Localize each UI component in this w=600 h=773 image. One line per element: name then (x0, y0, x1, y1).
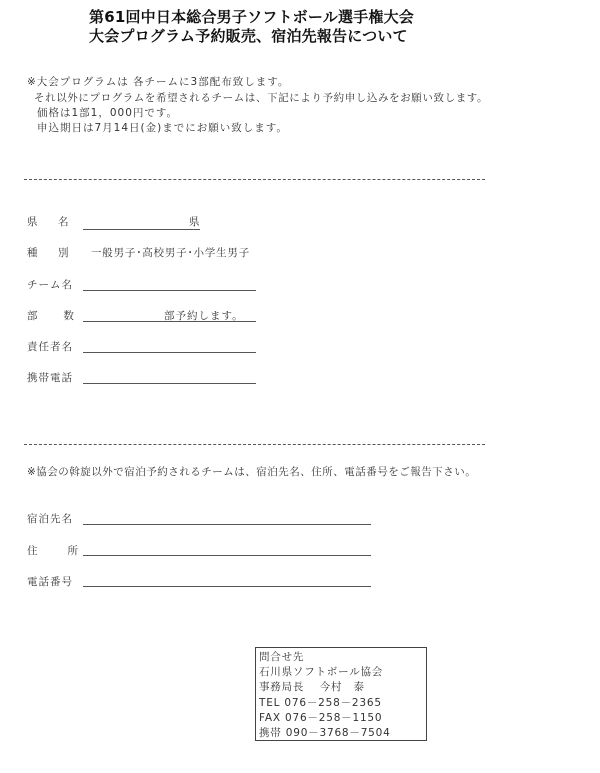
notice-line-3: 価格は1部1，000円です。 (37, 107, 179, 119)
contact-person: 事務局長 今村 泰 (259, 681, 365, 694)
phone-label: 電話番号 (27, 576, 73, 588)
contact-heading: 問合せ先 (259, 651, 305, 663)
category-options[interactable]: 一般男子･高校男子･小学生男子 (91, 247, 250, 259)
hotel-name-field[interactable] (83, 524, 371, 525)
manager-field[interactable] (83, 352, 256, 353)
copies-suffix: 部予約します。 (164, 310, 244, 322)
contact-organization: 石川県ソフトボール協会 (259, 666, 384, 679)
cut-line-1 (24, 179, 485, 180)
prefecture-field[interactable] (83, 229, 200, 230)
copies-label: 部 数 (27, 310, 78, 322)
contact-box (255, 647, 427, 741)
manager-label: 責任者名 (27, 341, 73, 353)
notice-line-4: 申込期日は7月14日(金)までにお願い致します。 (37, 122, 288, 134)
address-field[interactable] (83, 555, 371, 556)
notice-line-2: それ以外にプログラムを希望されるチームは、下記により予約申し込みをお願い致します。 (34, 92, 489, 104)
mobile-field[interactable] (83, 383, 256, 384)
team-name-label: チーム名 (27, 279, 73, 291)
team-name-field[interactable] (83, 290, 256, 291)
contact-fax: FAX 076－258－1150 (259, 711, 383, 724)
category-label: 種 別 (27, 247, 74, 259)
page-title-line-1: 第61回中日本総合男子ソフトボール選手権大会 (89, 8, 414, 26)
cut-line-2 (24, 444, 485, 445)
phone-field[interactable] (83, 586, 371, 587)
hotel-name-label: 宿泊先名 (27, 513, 73, 525)
address-label: 住 所 (27, 545, 81, 557)
contact-tel: TEL 076－258－2365 (259, 696, 382, 709)
prefecture-suffix: 県 (189, 216, 200, 228)
mobile-label: 携帯電話 (27, 372, 73, 384)
prefecture-label: 県 名 (27, 216, 74, 228)
notice-line-1: ※大会プログラムは 各チームに3部配布致します。 (27, 76, 290, 88)
contact-mobile: 携帯 090－3768－7504 (259, 727, 391, 740)
page-title-line-2: 大会プログラム予約販売、宿泊先報告について (89, 27, 408, 45)
lodging-notice: ※協会の斡旋以外で宿泊予約されるチームは、宿泊先名、住所、電話番号をご報告下さい。 (27, 466, 477, 478)
